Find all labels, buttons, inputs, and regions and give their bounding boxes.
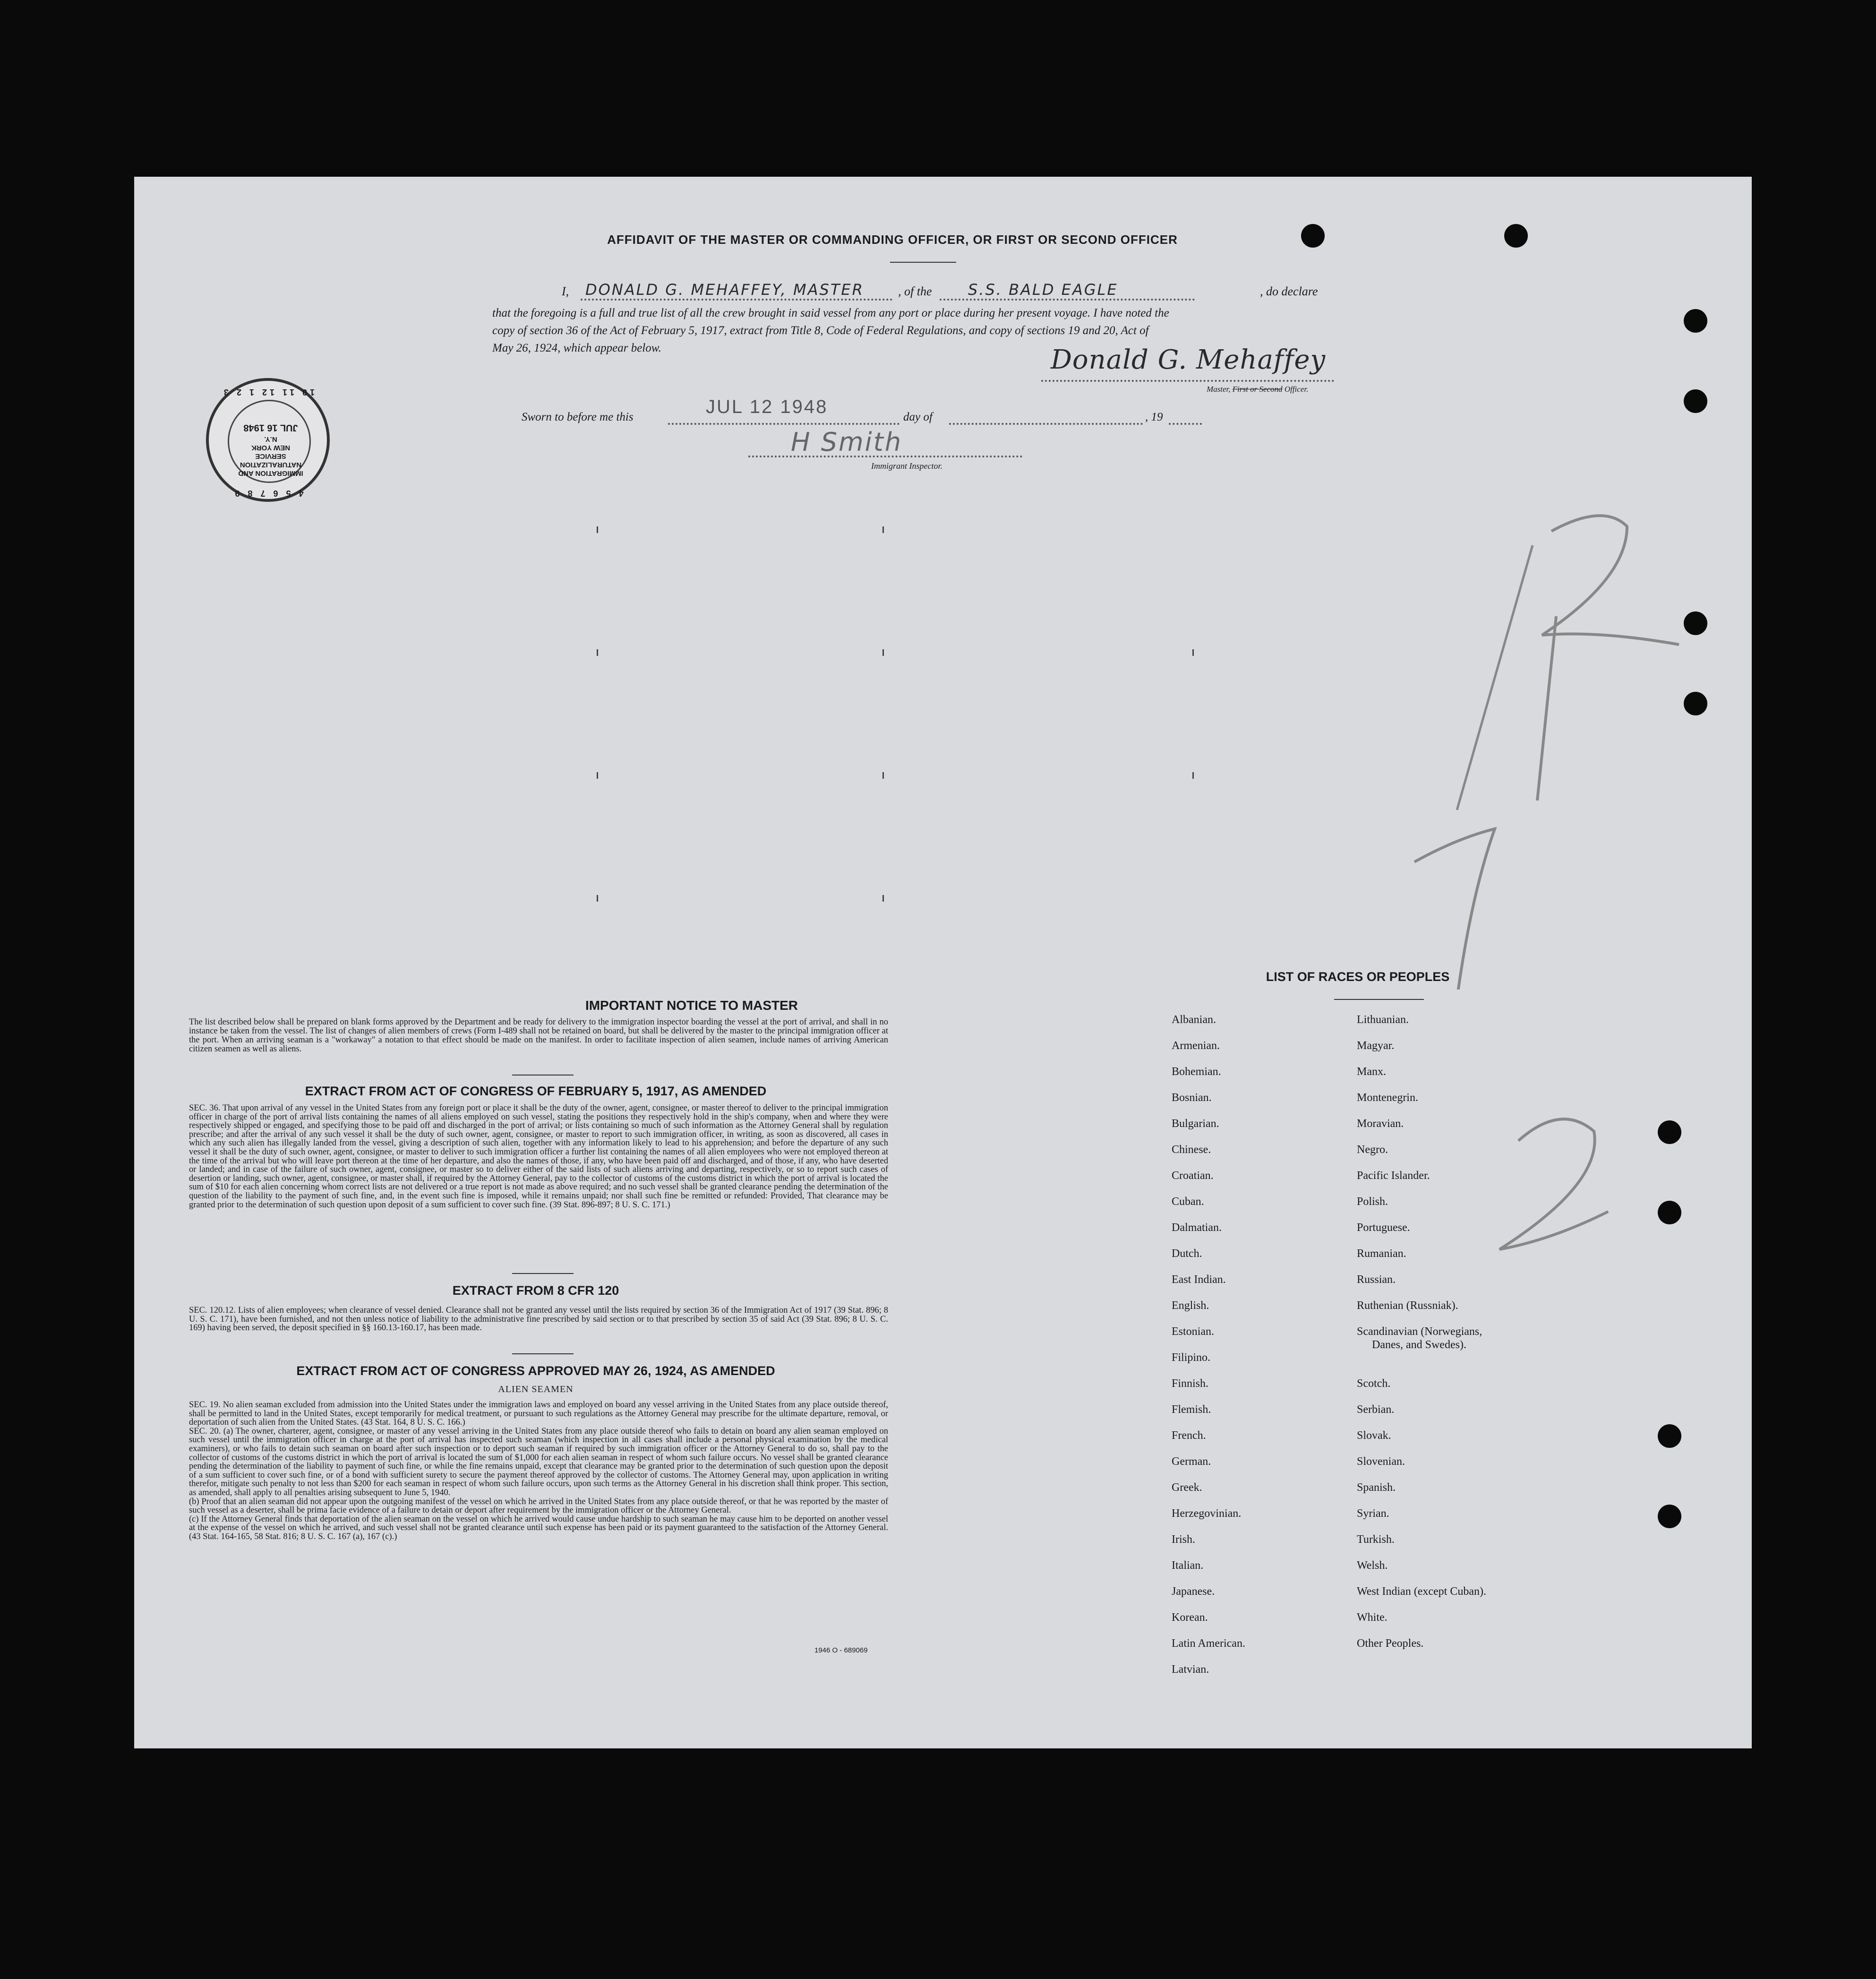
extract-1924-sec19: SEC. 19. No alien seaman excluded from admission into the United States under the immigration laws and employed on board any vessel arriving in the United States from any place outside thereof, shall be permitted to land in the United States, except temporarily for medical treatment, or pursuant to such regulations as the Attorney General may prescribe for the ultimate departure, removal, or deportation of such alien from the United States. (43 Stat. 164, 8 U. S. C. 166.) (189, 1400, 888, 1428)
handwritten-fraction-strokes (1259, 422, 1731, 990)
race-left: Croatian. (1172, 1170, 1214, 1182)
race-right: Scotch. (1357, 1377, 1391, 1390)
race-right: Slovenian. (1357, 1455, 1405, 1468)
extract-1917-divider (512, 1273, 574, 1274)
race-left: Chinese. (1172, 1144, 1211, 1156)
race-left: Latvian. (1172, 1663, 1209, 1676)
stamp-numbers-top: 4 5 6 7 8 9 (232, 489, 304, 498)
punch-hole (1301, 224, 1325, 248)
race-left: Japanese. (1172, 1585, 1215, 1598)
notice-title: IMPORTANT NOTICE TO MASTER (585, 998, 798, 1013)
race-left: Herzegovinian. (1172, 1507, 1242, 1520)
declaration-line-1: that the foregoing is a full and true list of all the crew brought in said vessel from any port or place during her present voyage. I have noted the (492, 307, 1169, 319)
punch-hole (1684, 309, 1707, 333)
race-left: Albanian. (1172, 1014, 1216, 1026)
inspector-caption: Immigrant Inspector. (871, 461, 942, 471)
handwritten-number (1485, 1098, 1627, 1264)
race-right: Serbian. (1357, 1403, 1395, 1416)
race-right: Syrian. (1357, 1507, 1389, 1520)
race-right: Welsh. (1357, 1559, 1388, 1572)
race-right-continuation: Danes, and Swedes). (1372, 1339, 1466, 1351)
race-right: Scandinavian (Norwegians, (1357, 1325, 1482, 1338)
race-right: Slovak. (1357, 1429, 1391, 1442)
extract-1917-title: EXTRACT FROM ACT OF CONGRESS OF FEBRUARY 5, 1917, AS AMENDED (305, 1084, 767, 1098)
punch-hole (1504, 224, 1528, 248)
race-left: French. (1172, 1429, 1206, 1442)
handwritten-fraction (1259, 422, 1731, 990)
race-right: Moravian. (1357, 1118, 1404, 1130)
race-right: Manx. (1357, 1066, 1386, 1078)
extract-cfr-divider (512, 1353, 574, 1354)
race-left: Dutch. (1172, 1248, 1202, 1260)
do-declare-label: , do declare (1260, 284, 1318, 298)
list-tick (882, 895, 884, 902)
punch-hole (1658, 1424, 1681, 1448)
punch-hole (1658, 1201, 1681, 1224)
number-text (1485, 1098, 1486, 1099)
list-tick (882, 526, 884, 533)
race-left: Flemish. (1172, 1403, 1211, 1416)
race-left: Dalmatian. (1172, 1222, 1222, 1234)
extract-cfr-body: SEC. 120.12. Lists of alien employees; when clearance of vessel denied. Clearance shall not be granted any vessel until the lists required by section 36 of the Immigration Act of 1917 (39 Stat. 896; 8 U. S. C. 171), have been furnished, and not then unless notice of liability to the administrative fine prescribed by said section or to that prescribed by section 35 of said Act (39 Stat. 896; 8 U. S. C. 169) having been served, the deposit specified in §§ 160.13-160.17, has been made. (189, 1306, 888, 1333)
punch-hole (1684, 611, 1707, 635)
notice-divider (512, 1075, 574, 1076)
declaration-line-3: May 26, 1924, which appear below. (492, 342, 661, 354)
handwritten-number-stroke (1485, 1098, 1627, 1264)
declaration-line-2: copy of section 36 of the Act of February 5, 1917, extract from Title 8, Code of Federal Regulations, and copy of sections 19 and 20, Act of (492, 324, 1149, 337)
race-right: Spanish. (1357, 1481, 1396, 1494)
punch-hole (1658, 1120, 1681, 1144)
sworn-date-stamp: JUL 12 1948 (706, 396, 828, 417)
form-page (134, 177, 1752, 1748)
list-tick (597, 895, 598, 902)
list-tick (1192, 649, 1194, 656)
vessel-name-value: S.S. BALD EAGLE (968, 281, 1118, 299)
race-right: Russian. (1357, 1273, 1396, 1286)
race-left: Greek. (1172, 1481, 1202, 1494)
extract-1924-title: EXTRACT FROM ACT OF CONGRESS APPROVED MAY 26, 1924, AS AMENDED (296, 1364, 775, 1378)
race-left: Filipino. (1172, 1351, 1211, 1364)
punch-hole (1684, 692, 1707, 715)
race-left: English. (1172, 1299, 1209, 1312)
year-label: , 19 (1145, 411, 1163, 423)
inspector-signature: H Smith (791, 427, 903, 457)
race-right: Lithuanian. (1357, 1014, 1409, 1026)
notice-body: The list described below shall be prepared on blank forms approved by the Department and be ready for delivery to the immigration inspector boarding the vessel at the port of arrival, and shall in no instance be taken from the vessel. The list of changes of alien members of crews (Form I-489 shall not be retained on board, but shall be delivered by the master to the principal immigration officer at the port. When an arriving seaman is a "workaway" a notation to that effect should be made on the manifest. In order to facilitate inspection of alien seamen, include names of arriving American citizen seamen as well as aliens. (189, 1017, 888, 1054)
race-left: Korean. (1172, 1611, 1208, 1624)
declaration-first-line (562, 281, 1327, 301)
race-left: Finnish. (1172, 1377, 1209, 1390)
list-tick (597, 772, 598, 779)
master-signature: Donald G. Mehaffey (1051, 344, 1326, 375)
list-tick (597, 649, 598, 656)
race-left: Latin American. (1172, 1637, 1245, 1650)
race-right: Pacific Islander. (1357, 1170, 1430, 1182)
punch-hole (1684, 389, 1707, 413)
extract-1917-body: SEC. 36. That upon arrival of any vessel in the United States from any foreign port or place it shall be the duty of the owner, agent, consignee, or master thereof to deliver to the principal immigration officer in charge of the port of arrival lists containing the names of all aliens employed on such vessel, stating the positions they respectively hold in the ship's company, when and where they were respectively shipped or engaged, and specifying those to be paid off and discharged in the port of arrival; or lists containing so much of such information as the Attorney General shall by regulation prescribe; and after the arrival of any such vessel it shall be the duty of such owner, agent, consignee, or master to report to such immigration officer, in writing, as soon as discovered, all cases in which any such alien has illegally landed from the vessel, giving a description of such alien, together with any information likely to lead to his apprehension; and before the departure of any such vessel it shall be the duty of such owner, agent, consignee, or master to deliver to such immigration officer a further list containing the names of all alien employees who were not employed thereon at the time of the arrival but who will leave port thereon at the time of her departure, and also the names of those, if any, who have been paid off and discharged, and of those, if any, who have deserted or landed; and in case of the failure of such owner, agent, consignee, or master so to deliver either of the said lists of such aliens arriving and departing, respectively, or so to report such cases of desertion or landing, such owner, agent, consignee, or master shall, if required by the Attorney General, pay to the collector of customs of the customs district in which the port of arrival is located the sum of $10 for each alien concerning whom correct lists are not delivered or a true report is not made as above required; and no such vessel shall be granted clearance pending the determination of the question of the liability to the payment of such fine, and, in the event such fine is imposed, while it remains unpaid; nor shall such fine be remitted or refunded: Provided, That clearance may be granted prior to the determination of such question upon deposit of a sum sufficient to cover such fine. (39 Stat. 896-897; 8 U. S. C. 171.) (189, 1103, 888, 1210)
race-left: East Indian. (1172, 1273, 1226, 1286)
list-tick (882, 772, 884, 779)
races-title: LIST OF RACES OR PEOPLES (1266, 970, 1450, 984)
race-left: Cuban. (1172, 1196, 1204, 1208)
master-name-value: DONALD G. MEHAFFEY, MASTER (585, 281, 864, 299)
year-field (1169, 406, 1202, 425)
race-right: Negro. (1357, 1144, 1388, 1156)
stamp-numbers-bottom: 10 11 12 1 2 3 (221, 387, 315, 397)
race-left: Italian. (1172, 1559, 1204, 1572)
race-left: Bulgarian. (1172, 1118, 1219, 1130)
title-underline (890, 262, 956, 263)
extract-1924-subtitle: ALIEN SEAMEN (498, 1384, 574, 1394)
declarant-prefix: I, (562, 284, 569, 298)
extract-1924-body (189, 1401, 888, 1541)
race-right: Montenegrin. (1357, 1092, 1418, 1104)
extract-1924-sec20b: (b) Proof that an alien seaman did not appear upon the outgoing manifest of the vessel on which he arrived in the United States from any place outside thereof, or that he was reported by the master of such vessel as a deserter, shall be prima facie evidence of a failure to detain or deport after requirement by the immigration officer or the Attorney General. (189, 1497, 888, 1515)
extract-1924-sec20c: (c) If the Attorney General finds that deportation of the alien seaman on the vessel on which he arrived would cause undue hardship to such seaman he may cause him to be deported on another vessel at the expense of the vessel on which he arrived, and such vessel shall not be granted clearance until such expense has been paid or its payment guaranteed to the satisfaction of the Attorney General. (43 Stat. 164-165, 58 Stat. 816; 8 U. S. C. 167 (a), 167 (c).) (189, 1514, 888, 1541)
punch-hole (1658, 1505, 1681, 1528)
month-field (949, 406, 1143, 425)
list-tick (882, 649, 884, 656)
list-tick (1192, 772, 1194, 779)
races-divider (1334, 999, 1424, 1000)
master-signature-caption: Master, First or Second Officer. (1207, 385, 1309, 394)
extract-1924-sec20a: SEC. 20. (a) The owner, charterer, agent, consignee, or master of any vessel arriving in the United States from any place outside thereof who fails to detain on board any alien seaman employed on such vessel until the immigration officer in charge at the port of arrival has inspected such seaman (which inspection in all cases shall include a personal physical examination by the medical examiners), or who fails to detain such seaman on board after such inspection or to deport such seaman if required by such immigration officer or the Attorney General to do so, shall pay to the collector of customs of the customs district in which the port of arrival is located the sum of $1,000 for each alien seaman in respect of whom such failure occurs. No vessel shall be granted clearance pending the determination of the liability to payment of such fine, or while the fine remains unpaid, except that clearance may be granted prior to the determination of such question upon the deposit of a sum sufficient to cover such fine, or of a bond with sufficient surety to secure the payment thereof approved by the collector of customs. The Attorney General may, upon application in writing therefor, mitigate such penalty to not less than $200 for each seaman in respect of whom such failure occurs, upon such terms as the Attorney General in his discretion shall think proper. This section, as amended, shall apply to all penalties arising subsequent to June 5, 1940. (189, 1426, 888, 1497)
sworn-label: Sworn to before me this (522, 411, 634, 423)
race-right: Polish. (1357, 1196, 1388, 1208)
stamp-text: IMMIGRATION AND NATURALIZATION SERVICE NEW YORK N.Y. JUL 16 1948 (238, 422, 303, 477)
race-right: Magyar. (1357, 1040, 1395, 1052)
race-right: Turkish. (1357, 1533, 1395, 1546)
affidavit-title: AFFIDAVIT OF THE MASTER OR COMMANDING OFFICER, OR FIRST OR SECOND OFFICER (607, 232, 1178, 247)
race-right: Ruthenian (Russniak). (1357, 1299, 1458, 1312)
race-left: Irish. (1172, 1533, 1195, 1546)
race-right: White. (1357, 1611, 1388, 1624)
day-of-label: day of (903, 411, 933, 423)
race-left: Bohemian. (1172, 1066, 1221, 1078)
extract-cfr-title: EXTRACT FROM 8 CFR 120 (452, 1283, 619, 1298)
race-left: Bosnian. (1172, 1092, 1212, 1104)
race-left: Estonian. (1172, 1325, 1214, 1338)
race-right: West Indian (except Cuban). (1357, 1585, 1486, 1598)
race-left: German. (1172, 1455, 1211, 1468)
receipt-stamp (206, 378, 330, 502)
race-right: Rumanian. (1357, 1248, 1406, 1260)
race-left: Armenian. (1172, 1040, 1220, 1052)
race-right: Portuguese. (1357, 1222, 1410, 1234)
race-right: Other Peoples. (1357, 1637, 1424, 1650)
of-the-label: , of the (898, 284, 932, 298)
print-code: 1946 O - 689069 (814, 1646, 868, 1654)
list-tick (597, 526, 598, 533)
